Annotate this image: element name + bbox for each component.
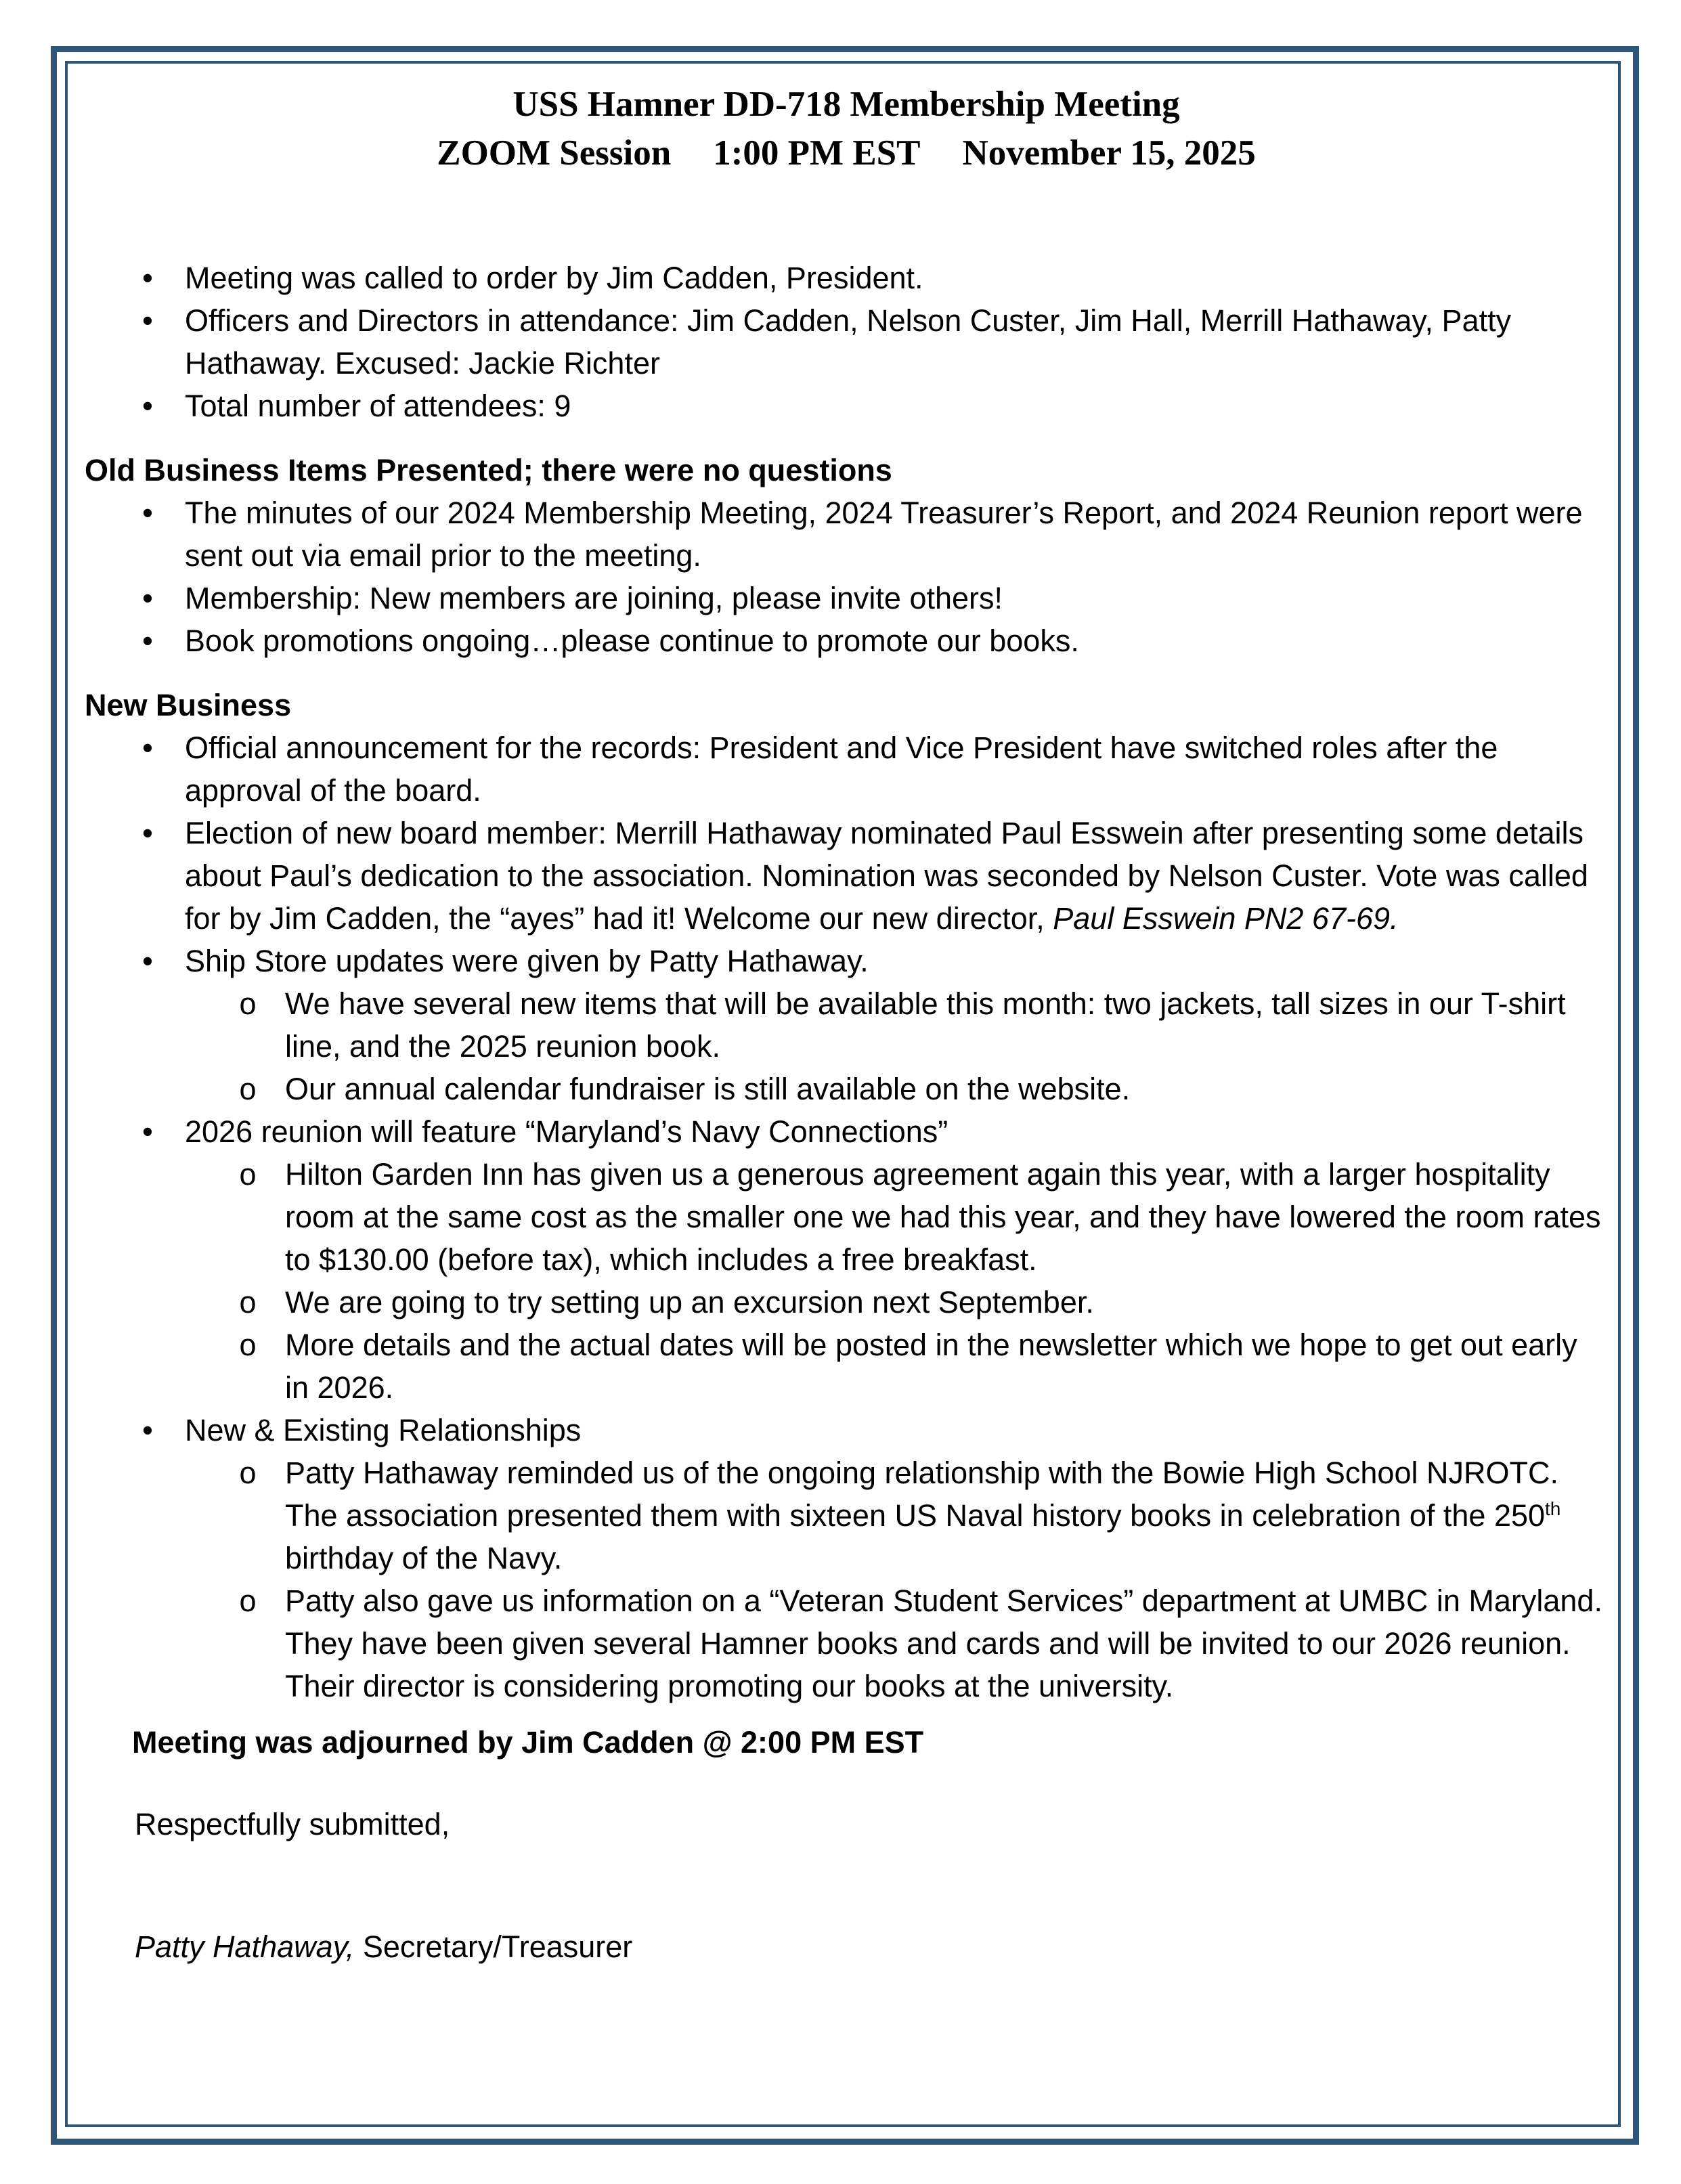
relationships-sublist bbox=[185, 1451, 1608, 1707]
list-item: • New & Existing Relationships o Patty Hathaway reminded us of the ongoing relationship with the Bowie High School NJROTC. The association presented them with sixteen US Naval history books in celebration of the 250th birthday of the Navy. o Patty also gave us information on a “Veteran Student Services” department at UMBC in Maryland. They have been given several Hamner books and cards and will be invited to our 2026 reunion. Their director is considering promoting our books at the university. bbox=[85, 1409, 1608, 1707]
circle-bullet-icon: o bbox=[239, 1456, 257, 1490]
old-business-heading: Old Business Items Presented; there were no questions bbox=[85, 453, 892, 487]
list-item: • 2026 reunion will feature “Maryland’s Navy Connections” o Hilton Garden Inn has given us a generous agreement again this year, with a larger hospitality room at the same cost as the smaller one we had this year, and they have lowered the room rates to $130.00 (before tax), which includes a free breakfast. o We are going to try setting up an excursion next September. o More details and the actual dates will be posted in the newsletter which we hope to get out early in 2026. bbox=[85, 1110, 1608, 1409]
bullet-icon: • bbox=[142, 944, 153, 978]
meeting-subtitle bbox=[85, 129, 1608, 177]
circle-bullet-icon: o bbox=[239, 1584, 257, 1618]
list-item: • Election of new board member: Merrill Hathaway nominated Paul Esswein after presenting some details about Paul’s dedication to the association. Nomination was seconded by Nelson Custer. Vote was called for by Jim Cadden, the “ayes” had it! Welcome our new director, Paul Esswein PN2 67-69. bbox=[85, 812, 1608, 940]
bullet-icon: • bbox=[142, 624, 153, 658]
sub-list-item: o We have several new items that will be available this month: two jackets, tall sizes in our T-shirt line, and the 2025 reunion book. bbox=[185, 982, 1608, 1068]
new-director-name: Paul Esswein PN2 67-69. bbox=[1053, 901, 1399, 936]
session-time: 1:00 PM EST bbox=[713, 133, 921, 173]
list-item: • Ship Store updates were given by Patty Hathaway. o We have several new items that will be available this month: two jackets, tall sizes in our T-shirt line, and the 2025 reunion book. o Our annual calendar fundraiser is still available on the website. bbox=[85, 940, 1608, 1110]
bullet-icon: • bbox=[142, 1114, 153, 1149]
adjournment-statement: Meeting was adjourned by Jim Cadden @ 2:00 PM EST bbox=[132, 1725, 924, 1760]
new-business-heading: New Business bbox=[85, 688, 292, 722]
sub-list-item: o More details and the actual dates will be posted in the newsletter which we hope to get out early in 2026. bbox=[185, 1324, 1608, 1409]
closing-salutation: Respectfully submitted, bbox=[135, 1807, 450, 1841]
list-item: • Membership: New members are joining, please invite others! bbox=[85, 577, 1608, 619]
list-item: • Meeting was called to order by Jim Cadden, President. bbox=[85, 257, 1608, 299]
list-item: • Official announcement for the records: President and Vice President have switched roles after the approval of the board. bbox=[85, 726, 1608, 812]
new-business-list bbox=[85, 726, 1608, 1707]
bullet-icon: • bbox=[142, 303, 153, 338]
bullet-icon: • bbox=[142, 496, 153, 530]
secretary-name: Patty Hathaway, bbox=[135, 1929, 355, 1964]
reunion-sublist bbox=[185, 1153, 1608, 1409]
sub-list-item: o Hilton Garden Inn has given us a generous agreement again this year, with a larger hospitality room at the same cost as the smaller one we had this year, and they have lowered the room rates to $130.00 (before tax), which includes a free breakfast. bbox=[185, 1153, 1608, 1281]
list-item: • Book promotions ongoing…please continue to promote our books. bbox=[85, 619, 1608, 662]
circle-bullet-icon: o bbox=[239, 1328, 257, 1362]
bullet-icon: • bbox=[142, 389, 153, 423]
secretary-role: Secretary/Treasurer bbox=[354, 1929, 633, 1964]
circle-bullet-icon: o bbox=[239, 986, 257, 1021]
bullet-icon: • bbox=[142, 261, 153, 295]
circle-bullet-icon: o bbox=[239, 1072, 257, 1106]
meeting-title: USS Hamner DD-718 Membership Meeting bbox=[512, 85, 1180, 124]
opening-list bbox=[85, 257, 1608, 427]
session-date: November 15, 2025 bbox=[962, 133, 1256, 173]
bullet-icon: • bbox=[142, 730, 153, 765]
sub-list-item: o Patty Hathaway reminded us of the ongoing relationship with the Bowie High School NJROTC. The association presented them with sixteen US Naval history books in celebration of the 250th birthday of the Navy. bbox=[185, 1451, 1608, 1579]
list-item: • Officers and Directors in attendance: Jim Cadden, Nelson Custer, Jim Hall, Merrill Hathaway, Patty Hathaway. Excused: Jackie Richter bbox=[85, 299, 1608, 385]
circle-bullet-icon: o bbox=[239, 1285, 257, 1319]
ship-store-sublist bbox=[185, 982, 1608, 1110]
document-header bbox=[85, 80, 1608, 177]
list-item: • Total number of attendees: 9 bbox=[85, 385, 1608, 427]
bullet-icon: • bbox=[142, 1413, 153, 1447]
old-business-list bbox=[85, 492, 1608, 662]
sub-list-item: o Our annual calendar fundraiser is still available on the website. bbox=[185, 1068, 1608, 1110]
sub-list-item: o Patty also gave us information on a “Veteran Student Services” department at UMBC in Maryland. They have been given several Hamner books and cards and will be invited to our 2026 reunion. Their director is considering promoting our books at the university. bbox=[185, 1579, 1608, 1707]
bullet-icon: • bbox=[142, 581, 153, 615]
circle-bullet-icon: o bbox=[239, 1157, 257, 1192]
sub-list-item: o We are going to try setting up an excursion next September. bbox=[185, 1281, 1608, 1324]
document-body bbox=[85, 80, 1608, 1968]
signature-line bbox=[135, 1925, 1608, 1968]
bullet-icon: • bbox=[142, 816, 153, 850]
list-item: • The minutes of our 2024 Membership Meeting, 2024 Treasurer’s Report, and 2024 Reunion report were sent out via email prior to the meeting. bbox=[85, 492, 1608, 577]
session-label: ZOOM Session bbox=[437, 133, 672, 173]
